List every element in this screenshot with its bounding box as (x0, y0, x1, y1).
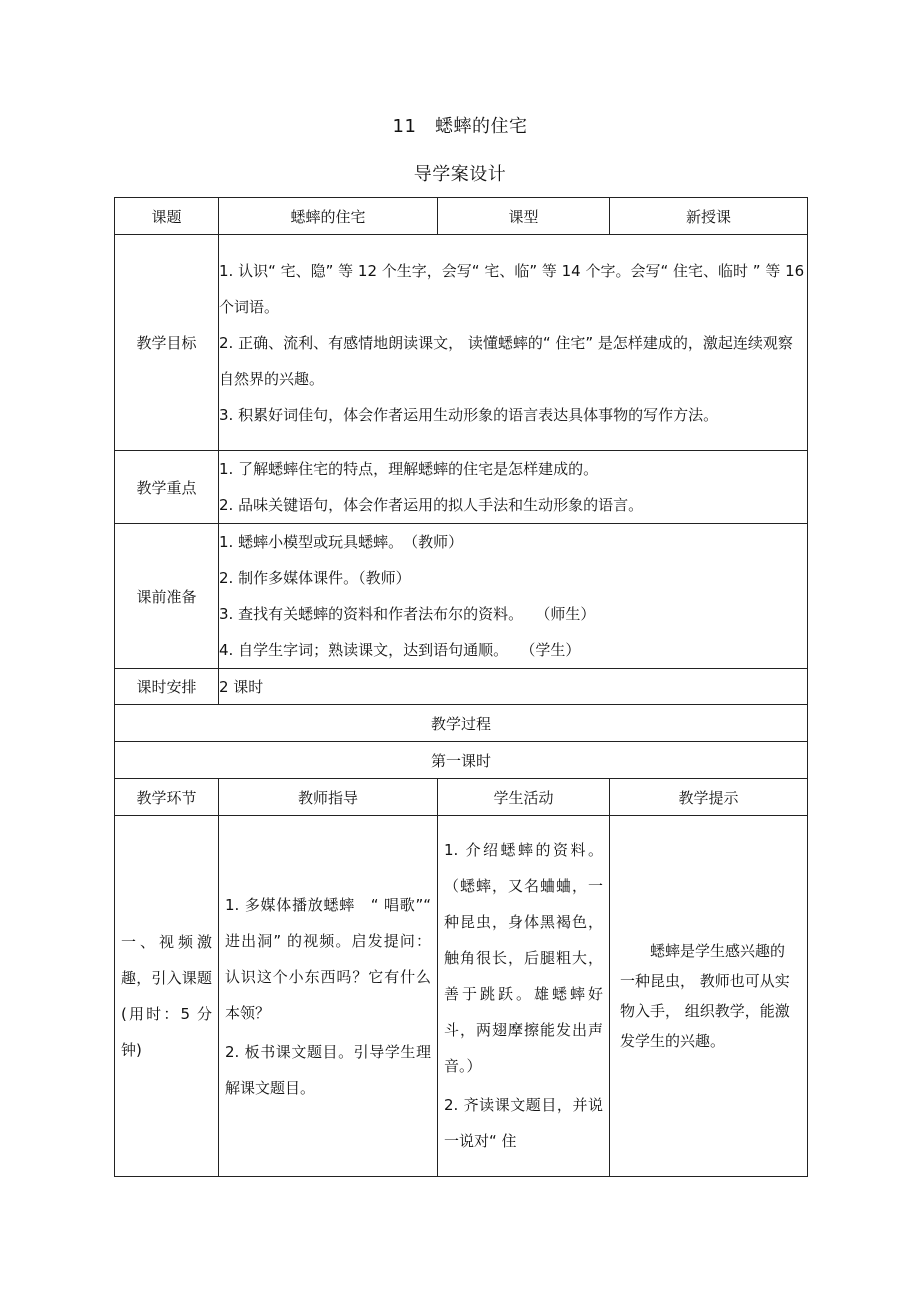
teacher-item: 1. 多媒体播放蟋蟀 “ 唱歌”“ 进出洞” 的视频。启发提问：认识这个小东西吗？它有什么本领？ (225, 895, 431, 1022)
lesson-type-value: 新授课 (610, 198, 808, 235)
key-point-item: 2. 品味关键语句，体会作者运用的拟人手法和生动形象的语言。 (219, 496, 644, 514)
process-row (115, 816, 808, 1177)
objective-item: 2. 正确、流利、有感情地朗读课文， 读懂蟋蟀的“ 住宅” 是怎样建成的，激起连续观察自然界的兴趣。 (219, 333, 793, 388)
lesson-plan-table (114, 197, 808, 1177)
session-heading-row (115, 742, 808, 779)
key-points-row (115, 451, 808, 524)
preparation-item: 3. 查找有关蟋蟀的资料和作者法布尔的资料。 （师生） (219, 605, 596, 623)
teacher-cell (219, 816, 438, 1177)
column-header-teacher: 教师指导 (219, 779, 438, 816)
preparation-row (115, 524, 808, 669)
stage-cell (115, 816, 219, 1177)
objectives-row (115, 235, 808, 451)
preparation-content (219, 524, 808, 669)
key-point-item: 1. 了解蟋蟀住宅的特点，理解蟋蟀的住宅是怎样建成的。 (219, 460, 599, 478)
objective-item: 3. 积累好词佳句，体会作者运用生动形象的语言表达具体事物的写作方法。 (219, 405, 719, 424)
process-heading-row (115, 705, 808, 742)
preparation-item: 4. 自学生字词；熟读课文，达到语句通顺。 （学生） (219, 641, 581, 659)
stage-text: 一、视频激趣，引入课题(用时：5 分钟) (121, 933, 212, 1059)
tip-text: 蟋蟀是学生感兴趣的一种昆虫， 教师也可从实物入手， 组织教学，能激发学生的兴趣。 (620, 942, 790, 1050)
session-heading: 第一课时 (115, 742, 808, 779)
column-header-row (115, 779, 808, 816)
student-item: 1. 介绍蟋蟀的资料。（蟋蟀，又名蛐蛐，一种昆虫，身体黑褐色，触角很长，后腿粗大，善于跳跃。雄蟋蟀好斗，两翅摩擦能发出声音。） (444, 841, 603, 1075)
lesson-title: 11 蟋蟀的住宅 (392, 116, 528, 137)
key-points-label: 教学重点 (115, 451, 219, 524)
preparation-item: 2. 制作多媒体课件。（教师） (219, 569, 411, 587)
topic-label: 课题 (115, 198, 219, 235)
key-points-content (219, 451, 808, 524)
schedule-value: 2 课时 (219, 669, 808, 705)
column-header-tip: 教学提示 (610, 779, 808, 816)
objectives-label: 教学目标 (115, 235, 219, 451)
student-item: 2. 齐读课文题目，并说一说对“ 住 (444, 1096, 603, 1150)
column-header-stage: 教学环节 (115, 779, 219, 816)
topic-value: 蟋蟀的住宅 (219, 198, 438, 235)
preparation-item: 1. 蟋蟀小模型或玩具蟋蟀。 （教师） (219, 533, 464, 551)
objectives-content (219, 235, 808, 451)
objective-item: 1. 认识“ 宅、隐” 等 12 个生字，会写“ 宅、临” 等 14 个字。会写“ 住宅、临时 ” 等 16 个词语。 (219, 261, 805, 316)
process-heading: 教学过程 (115, 705, 808, 742)
schedule-label: 课时安排 (115, 669, 219, 705)
document-title: 导学案设计 (413, 164, 507, 185)
teacher-item: 2. 板书课文题目。引导学生理解课文题目。 (225, 1042, 431, 1097)
schedule-row (115, 669, 808, 705)
topic-row (115, 198, 808, 235)
column-header-student: 学生活动 (438, 779, 610, 816)
lesson-type-label: 课型 (438, 198, 610, 235)
student-cell (438, 816, 610, 1177)
tip-cell (610, 816, 808, 1177)
preparation-label: 课前准备 (115, 524, 219, 669)
